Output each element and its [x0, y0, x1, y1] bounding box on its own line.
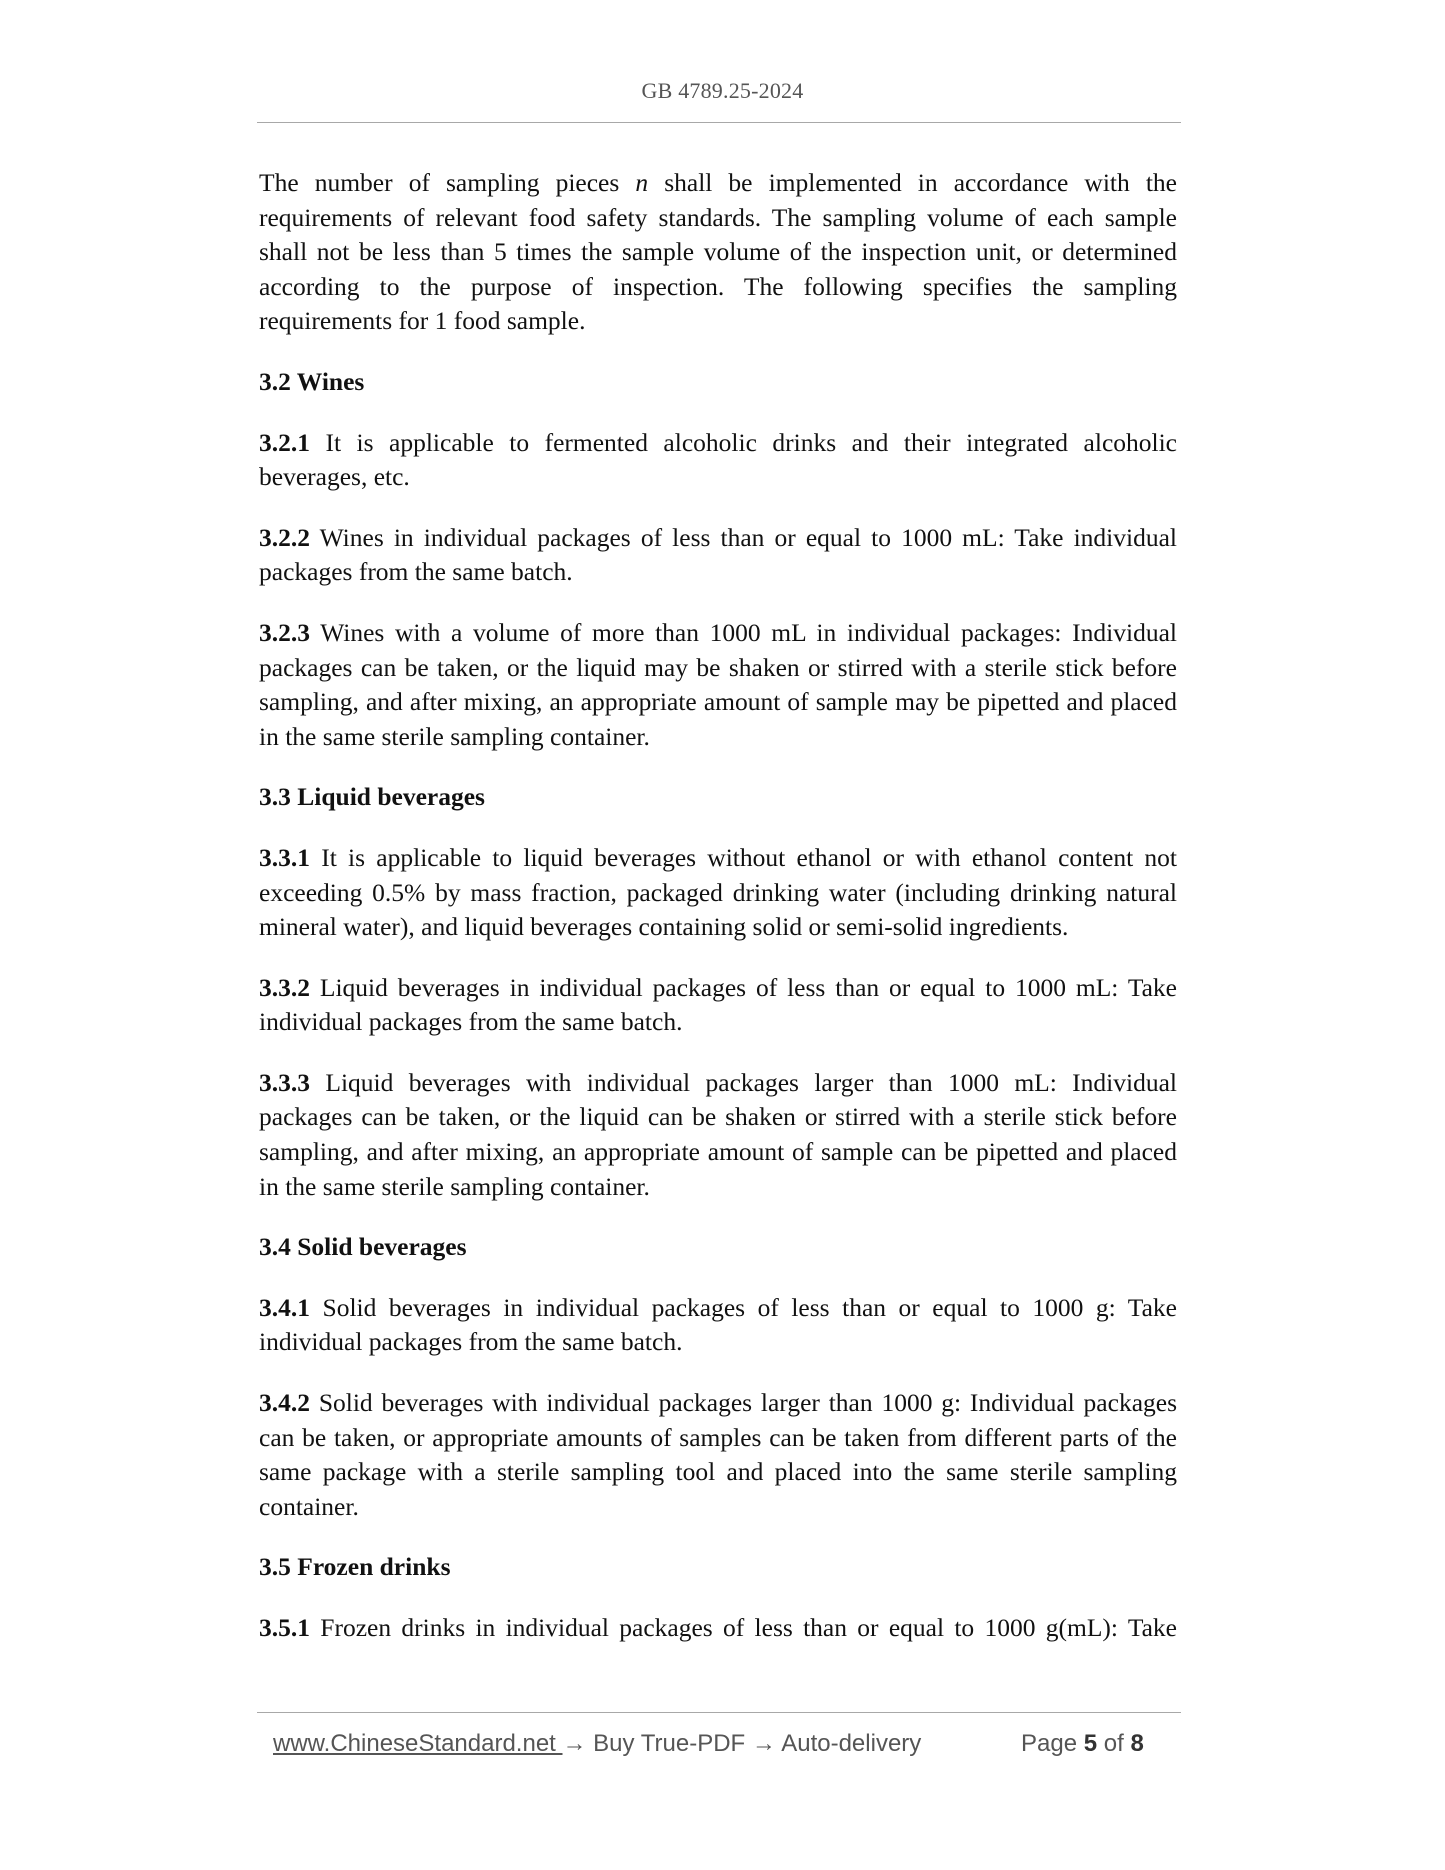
clause-3-2-2	[259, 521, 1177, 590]
document-body	[259, 166, 1177, 1672]
clause-number: 3.2.2	[259, 522, 310, 552]
clause-3-2-1	[259, 426, 1177, 495]
variable-n: n	[635, 168, 649, 197]
arrow-right-icon: →	[751, 1730, 776, 1757]
intro-text-start: The number of sampling pieces	[259, 168, 636, 197]
page-footer	[0, 1730, 1445, 1766]
footer-divider	[257, 1712, 1181, 1713]
clause-number: 3.2.3	[259, 617, 310, 647]
clause-3-2-3	[259, 616, 1177, 754]
section-heading-3-2: 3.2 Wines	[259, 366, 365, 396]
clause-number: 3.2.1	[259, 427, 310, 457]
page-indicator	[1021, 1730, 1144, 1758]
clause-text: It is applicable to liquid beverages without ethanol or with ethanol content not exceeding 0.5% by mass fraction, packaged drinking water (including drinking natural mineral water), and liquid beverages containing solid or semi-solid ingredients.	[259, 842, 1177, 942]
clause-3-4-2	[259, 1386, 1177, 1524]
page-label: Page	[1021, 1730, 1084, 1757]
clause-text: Solid beverages in individual packages of less than or equal to 1000 g: Take individual packages from the same batch.	[259, 1292, 1177, 1357]
clause-3-3-3	[259, 1066, 1177, 1204]
clause-number: 3.3.2	[259, 972, 310, 1002]
clause-3-3-2	[259, 971, 1177, 1040]
clause-3-5-1	[259, 1611, 1177, 1646]
intro-paragraph	[259, 166, 1177, 339]
header-divider	[257, 122, 1181, 123]
section-heading-3-3: 3.3 Liquid beverages	[259, 782, 485, 812]
footer-promo	[273, 1730, 921, 1758]
clause-text: Liquid beverages in individual packages of less than or equal to 1000 mL: Take individual packages from the same batch.	[259, 972, 1177, 1037]
clause-text: Wines in individual packages of less than or equal to 1000 mL: Take individual packages from the same batch.	[259, 522, 1177, 587]
clause-3-3-1	[259, 841, 1177, 945]
clause-number: 3.4.2	[259, 1388, 310, 1418]
clause-3-4-1	[259, 1291, 1177, 1360]
section-heading-3-5: 3.5 Frozen drinks	[259, 1552, 451, 1582]
section-heading-3-4: 3.4 Solid beverages	[259, 1232, 467, 1262]
clause-number: 3.5.1	[259, 1613, 310, 1642]
intro-text-rest: shall be implemented in accordance with the requirements of relevant food safety standards. The sampling volume of each sample shall not be less than 5 times the sample volume of the inspection unit, or determined according to the purpose of inspection. The following specifies the sampling requirements for 1 food sample.	[259, 168, 1177, 336]
clause-text: It is applicable to fermented alcoholic drinks and their integrated alcoholic beverages, etc.	[259, 427, 1177, 492]
document-code-header: GB 4789.25-2024	[641, 78, 804, 103]
clause-number: 3.3.1	[259, 842, 310, 872]
clause-text: Frozen drinks in individual packages of less than or equal to 1000 g(mL): Take	[310, 1613, 1177, 1642]
buy-true-pdf-text: Buy True-PDF	[586, 1730, 752, 1757]
clause-number: 3.4.1	[259, 1292, 310, 1322]
arrow-right-icon: →	[562, 1730, 587, 1757]
total-page-count: 8	[1130, 1730, 1144, 1757]
site-link[interactable]: www.ChineseStandard.net	[273, 1730, 563, 1757]
clause-text: Wines with a volume of more than 1000 mL in individual packages: Individual packages can be taken, or the liquid may be shaken or stirred with a sterile stick before sampling, and after mixing, an appropriate amount of sample may be pipetted and placed in the same sterile sampling container.	[259, 617, 1177, 751]
auto-delivery-text: Auto-delivery	[775, 1730, 922, 1757]
of-label: of	[1097, 1730, 1131, 1757]
clause-text: Solid beverages with individual packages larger than 1000 g: Individual packages can be taken, or appropriate amounts of samples can be taken from different parts of the same package with a sterile sampling tool and placed into the same sterile sampling container.	[259, 1388, 1177, 1521]
current-page-number: 5	[1083, 1730, 1098, 1757]
clause-number: 3.3.3	[259, 1067, 310, 1097]
clause-text: Liquid beverages with individual packages larger than 1000 mL: Individual packages can be taken, or the liquid can be shaken or stirred with a sterile stick before sampling, and after mixing, an appropriate amount of sample can be pipetted and placed in the same sterile sampling container.	[259, 1067, 1177, 1201]
